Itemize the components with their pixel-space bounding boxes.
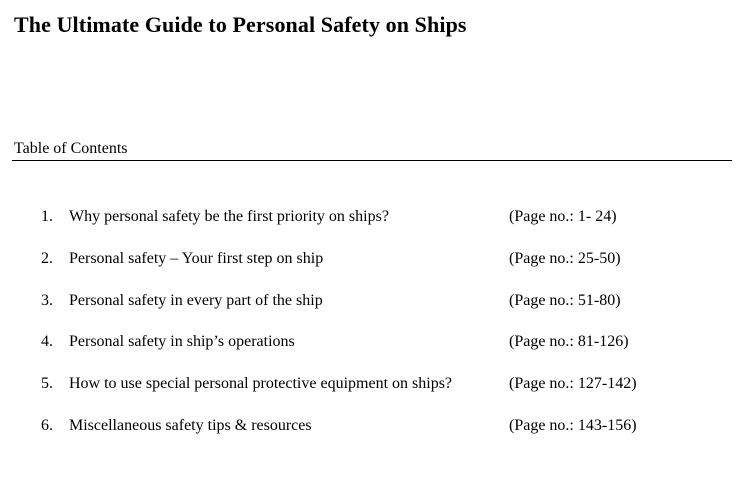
toc-list: [0, 206, 753, 457]
toc-item-number: 4.: [41, 333, 53, 351]
toc-item-title: Personal safety in every part of the ship: [69, 291, 323, 309]
toc-item-title: Personal safety – Your first step on ship: [69, 249, 324, 267]
toc-item-number: 1.: [41, 208, 53, 225]
toc-item-pages: (Page no.: 25-50): [509, 249, 621, 267]
toc-item-3: [0, 290, 753, 332]
toc-item-1: [0, 206, 753, 248]
document-title: The Ultimate Guide to Personal Safety on Ships: [14, 12, 467, 37]
toc-item-6: [0, 415, 753, 457]
toc-item-title: Why personal safety be the first priority on ships?: [69, 208, 389, 225]
toc-item-pages: (Page no.: 143-156): [509, 416, 637, 434]
toc-item-2: [0, 248, 753, 290]
toc-item-pages: (Page no.: 81-126): [509, 333, 629, 351]
toc-item-number: 2.: [41, 249, 53, 267]
toc-item-title: Personal safety in ship’s operations: [69, 333, 295, 351]
toc-item-5: [0, 373, 753, 415]
toc-divider: [12, 160, 732, 161]
toc-item-pages: (Page no.: 127-142): [509, 375, 637, 393]
toc-item-pages: (Page no.: 1- 24): [509, 208, 617, 225]
toc-item-number: 3.: [41, 291, 53, 309]
toc-item-title: Miscellaneous safety tips & resources: [69, 416, 312, 434]
toc-heading: Table of Contents: [14, 140, 128, 157]
toc-item-number: 6.: [41, 416, 53, 434]
toc-item-pages: (Page no.: 51-80): [509, 291, 621, 309]
toc-item-number: 5.: [41, 375, 53, 393]
toc-item-title: How to use special personal protective equipment on ships?: [69, 375, 453, 393]
toc-item-4: [0, 331, 753, 373]
